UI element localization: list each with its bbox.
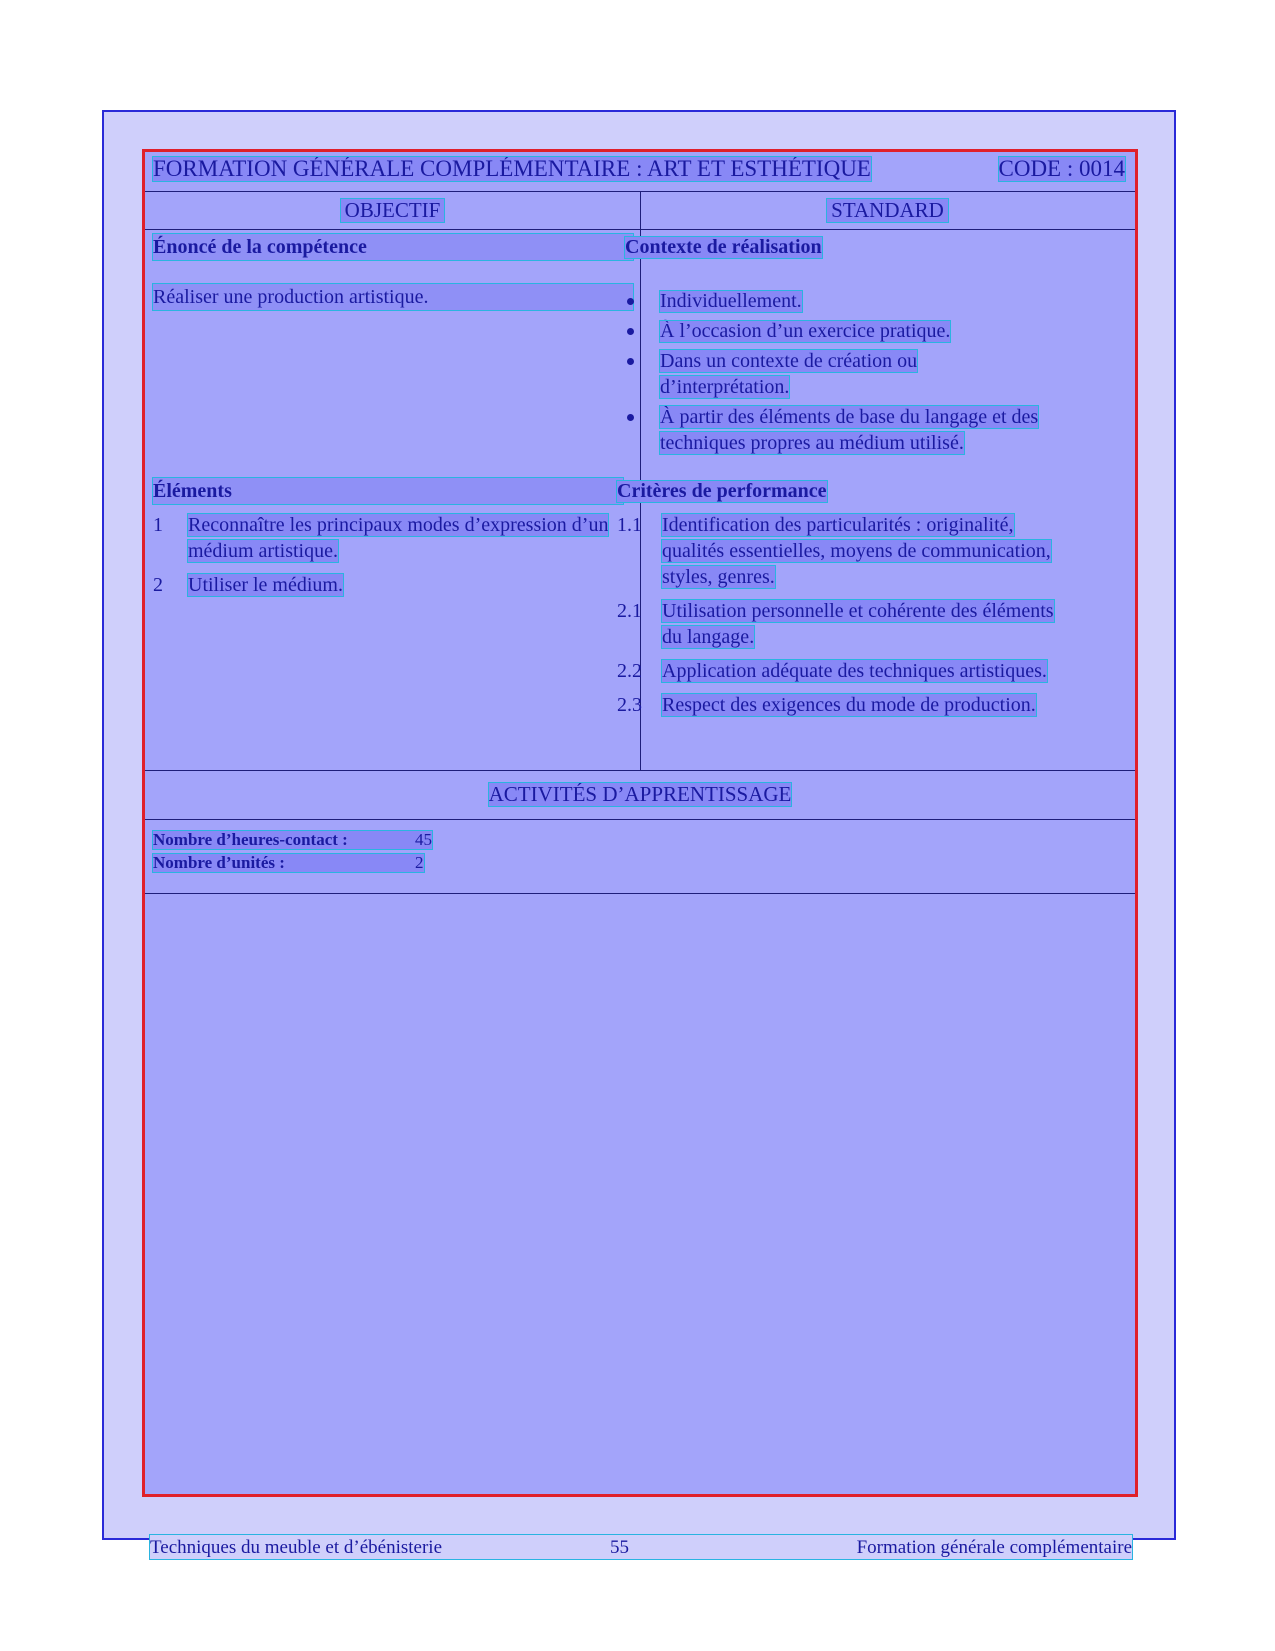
footer-right: Formation générale complémentaire	[856, 1537, 1132, 1558]
hours-value: 45	[415, 830, 432, 849]
context-list	[625, 288, 1125, 456]
section-divider	[145, 893, 1135, 894]
hours-label: Nombre d’heures-contact :	[153, 830, 348, 849]
bullet-icon	[627, 414, 634, 421]
criteria-heading: Critères de performance	[617, 480, 827, 502]
competence-heading: Énoncé de la compétence	[153, 234, 633, 260]
criterion-item: 2.2 Application adéquate des techniques artistiques.	[617, 660, 1047, 682]
element-item: 2 Utiliser le médium.	[153, 574, 343, 596]
bullet-icon	[627, 328, 634, 335]
list-item: Individuellement.	[625, 288, 1125, 314]
competence-text: Réaliser une production artistique.	[153, 284, 633, 310]
elements-heading: Éléments	[153, 478, 623, 504]
criterion-item: 2.3 Respect des exigences du mode de production.	[617, 694, 1036, 716]
context-section	[625, 234, 1125, 460]
bullet-icon	[627, 298, 634, 305]
activities-heading: ACTIVITÉS D’APPRENTISSAGE	[488, 782, 792, 807]
competency-table	[142, 149, 1138, 1497]
page-footer	[150, 1535, 1132, 1559]
column-header-objectif	[145, 192, 640, 230]
hours-block	[153, 828, 432, 874]
bullet-icon	[627, 358, 634, 365]
title-row	[145, 152, 1135, 192]
list-item: Dans un contexte de création ou d’interprétation.	[625, 348, 950, 400]
section-divider	[145, 819, 1135, 820]
competence-section	[153, 234, 633, 310]
footer-left: Techniques du meuble et d’ébénisterie	[150, 1537, 443, 1558]
criterion-item: 2.1 Utilisation personnelle et cohérente des éléments du langage.	[617, 600, 1054, 648]
form-code: CODE : 0014	[998, 156, 1125, 181]
elements-section	[153, 478, 623, 606]
activities-header	[145, 770, 1135, 819]
units-label: Nombre d’unités :	[153, 853, 285, 872]
element-item: 1 Reconnaître les principaux modes d’expression d’un médium artistique.	[153, 514, 609, 562]
column-header-standard	[640, 192, 1135, 230]
context-heading: Contexte de réalisation	[625, 236, 822, 258]
units-value: 2	[415, 853, 424, 872]
objectif-label: OBJECTIF	[341, 199, 445, 221]
criterion-item: 1.1 Identification des particularités : originalité, qualités essentielles, moyens de communication, styles, genres.	[617, 514, 1051, 588]
criteria-section	[617, 478, 1062, 726]
list-item: À partir des éléments de base du langage et des techniques propres au médium utilisé.	[625, 404, 1075, 456]
standard-label: STANDARD	[827, 199, 948, 221]
form-title: FORMATION GÉNÉRALE COMPLÉMENTAIRE : ART ET ESTHÉTIQUE	[153, 156, 871, 181]
page-number: 55	[610, 1537, 629, 1558]
list-item: À l’occasion d’un exercice pratique.	[625, 318, 1125, 344]
